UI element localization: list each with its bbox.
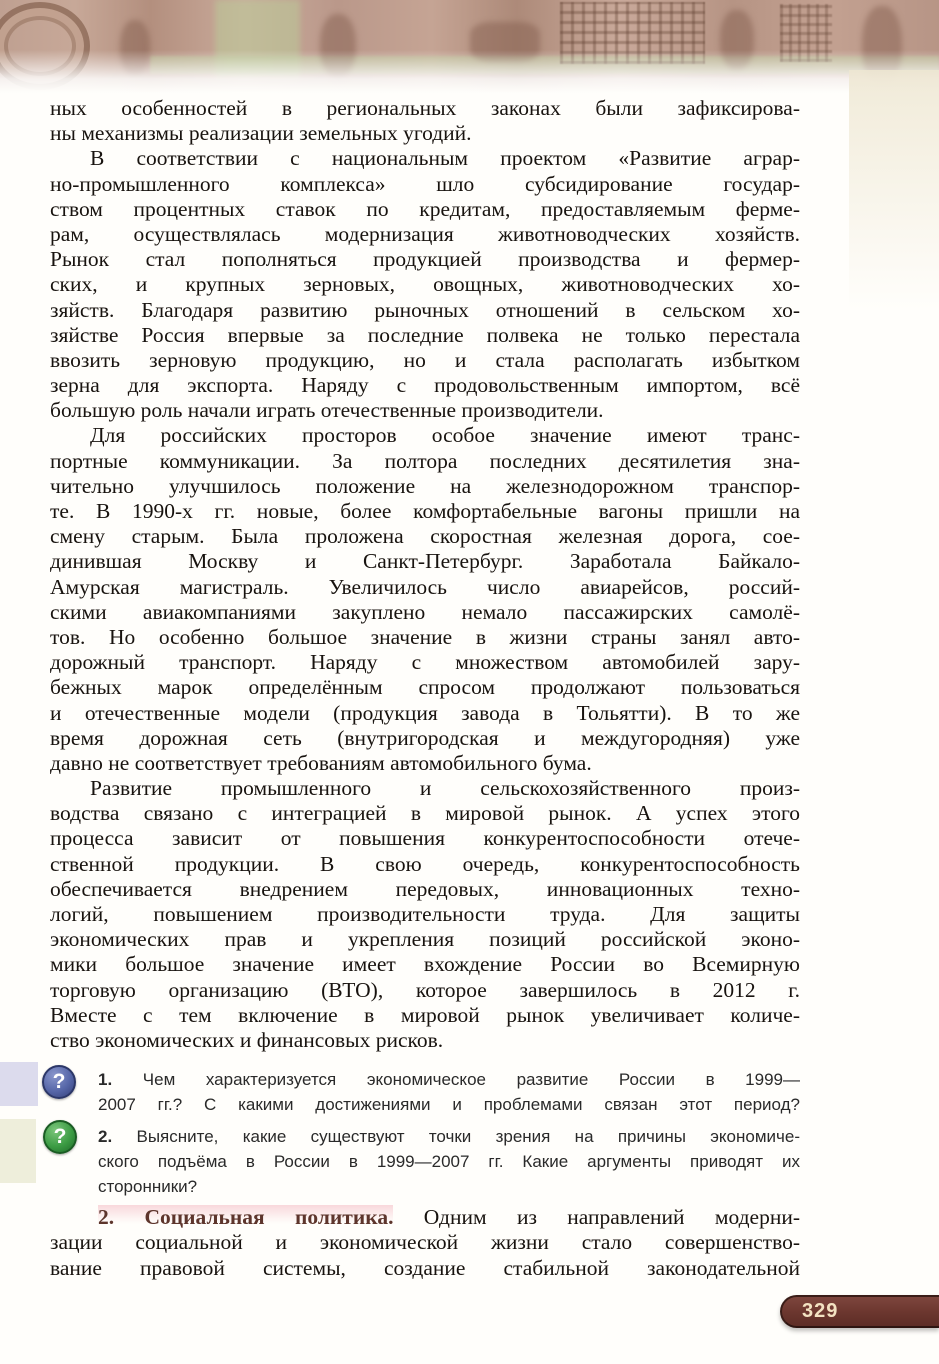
- paragraph: [50, 146, 800, 423]
- margin-square-cream: [0, 1119, 36, 1183]
- text-line: 2007 гг.? С какими достижениями и проблемами связан этот период?: [98, 1095, 800, 1115]
- section-heading: 2. Социальная политика.: [98, 1205, 394, 1230]
- text-line: время дорожная сеть (внутригородская и междугородняя) уже: [50, 725, 800, 750]
- text-line: динившая Москву и Санкт-Петербург. Заработала Байкало-: [50, 549, 800, 574]
- text-line: рам, осуществлялась модернизация животноводческих хозяйств.: [50, 221, 800, 246]
- text-line: скими авиакомпаниями закуплено немало пассажирских самолё-: [50, 599, 800, 624]
- text-line: торговую организацию (ВТО), которое завершилось в 2012 г.: [50, 977, 800, 1002]
- text-line: ных особенностей в региональных законах были зафиксирова-: [50, 96, 800, 120]
- text-line: зяйстве Россия впервые за последние полвека не только перестала: [50, 322, 800, 347]
- questions-block: [50, 1067, 800, 1199]
- text-line: В соответствии с национальным проектом «Развитие аграр-: [90, 146, 800, 171]
- text-line: Вместе с тем включение в мировой рынок увеличивает количе-: [50, 1002, 800, 1027]
- text-line: процесса зависит от повышения конкурентоспособности отече-: [50, 826, 800, 851]
- text-line: зяйств. Благодаря развитию рыночных отношений в сельском хо-: [50, 297, 800, 322]
- chapter-collage-image: [0, 0, 939, 96]
- text-line: ством процентных ставок по кредитам, предоставляемым ферме-: [50, 196, 800, 221]
- text-line: ских, и крупных зерновых, овощных, животноводческих хо-: [50, 272, 800, 297]
- text-line: ввозить зерновую продукцию, но и стала располагать избытком: [50, 347, 800, 372]
- text-line: вание правовой системы, создание стабильной законодательной: [50, 1255, 800, 1280]
- text-line: Развитие промышленного и сельскохозяйственного произ-: [90, 776, 800, 801]
- text-line: 1. Чем характеризуется экономическое развитие России в 1999—: [98, 1070, 800, 1090]
- text-line: логий, повышением производительности труда. Для защиты: [50, 902, 800, 926]
- text-line: Рынок стал пополняться продукцией производства и фермер-: [50, 247, 800, 272]
- margin-square-lavender: [0, 1062, 38, 1106]
- text-line: ство экономических и финансовых рисков.: [50, 1027, 444, 1052]
- text-line: бежных марок определённым спросом продолжают пользоваться: [50, 675, 800, 700]
- page-text-column: [50, 96, 800, 1281]
- question-mark-icon: ?: [43, 1120, 77, 1154]
- text-line: большую роль начали играть отечественные производители.: [50, 398, 604, 423]
- text-line: но-промышленного комплекса» шло субсидирование государ-: [50, 171, 800, 196]
- text-line: тов. Но особенно большое значение в жизни страны занял авто-: [50, 624, 800, 649]
- text-line: Для российских просторов особое значение имеют транс-: [90, 423, 800, 448]
- text-line: 2. Социальная политика. Одним из направлений модерни-: [98, 1205, 800, 1230]
- paragraph: [50, 776, 800, 1053]
- text-line: зерна для экспорта. Наряду с продовольственным импортом, всё: [50, 373, 800, 398]
- paragraph: [50, 96, 800, 146]
- text-line: водства связано с интеграцией в мировой рынок. А успех этого: [50, 801, 800, 826]
- body-paragraphs: [50, 96, 800, 1053]
- text-line: дорожный транспорт. Наряду с множеством автомобилей зару-: [50, 650, 800, 675]
- text-line: 2. Выясните, какие существуют точки зрения на причины экономиче-: [98, 1127, 800, 1147]
- text-line: смену старым. Была проложена скоростная железная дорога, сое-: [50, 524, 800, 549]
- text-line: ны механизмы реализации земельных угодий.: [50, 121, 472, 146]
- text-line: те. В 1990-х гг. новые, более комфортабельные вагоны пришли на: [50, 499, 800, 523]
- question-item: [50, 1124, 800, 1199]
- section-paragraph: [50, 1205, 800, 1281]
- text-line: сторонники?: [98, 1177, 198, 1197]
- text-line: зации социальной и экономической жизни стало совершенство-: [50, 1230, 800, 1255]
- page-margin-tint: [849, 70, 939, 310]
- question-mark-icon: ?: [42, 1065, 76, 1099]
- text-line: ского подъёма в России в 1999—2007 гг. Какие аргументы приводят их: [98, 1152, 800, 1172]
- question-number: 2.: [98, 1127, 137, 1147]
- text-line: и отечественные модели (продукция завода в Тольятти). В то же: [50, 700, 800, 725]
- page-number-badge: [780, 1295, 939, 1328]
- question-number: 1.: [98, 1070, 143, 1090]
- collage-fade-overlay: [0, 0, 939, 96]
- text-line: ственной продукции. В свою очередь, конкурентоспособность: [50, 851, 800, 876]
- text-line: портные коммуникации. За полтора последних десятилетия зна-: [50, 448, 800, 473]
- text-line: обеспечивается внедрением передовых, инновационных техно-: [50, 876, 800, 901]
- text-line: мики большое значение имеет вхождение России во Всемирную: [50, 952, 800, 977]
- text-line: Амурская магистраль. Увеличилось число авиарейсов, россий-: [50, 574, 800, 599]
- question-item: [50, 1067, 800, 1117]
- text-line: чительно улучшилось положение на железнодорожном транспор-: [50, 473, 800, 498]
- text-line: экономических прав и укрепления позиций российской эконо-: [50, 927, 800, 952]
- page-number: 329: [802, 1300, 839, 1322]
- text-line: давно не соответствует требованиям автомобильного бума.: [50, 750, 592, 775]
- paragraph: [50, 423, 800, 776]
